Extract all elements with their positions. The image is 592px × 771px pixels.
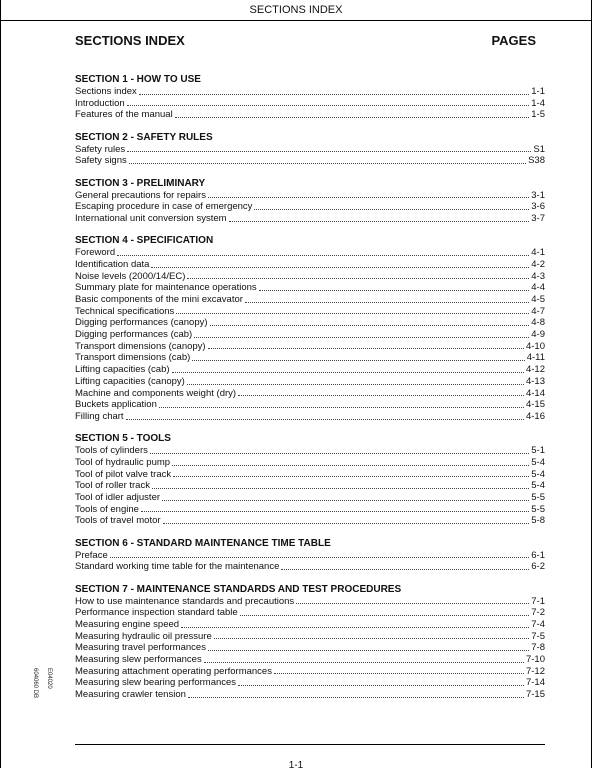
dot-leader — [152, 488, 529, 489]
dot-leader — [238, 685, 524, 686]
toc-entry[interactable] — [75, 654, 545, 666]
toc-entry[interactable] — [75, 190, 545, 202]
dot-leader — [176, 313, 529, 314]
toc-entry-label: Machine and components weight (dry) — [75, 387, 237, 399]
toc-entry[interactable] — [75, 631, 545, 643]
toc-entry[interactable] — [75, 411, 545, 423]
toc-entry-label: Measuring attachment operating performances — [75, 665, 272, 677]
toc-entry-label: Filling chart — [75, 410, 124, 422]
pages-column-heading: PAGES — [491, 33, 536, 48]
toc-entry-label: Safety rules — [75, 143, 126, 155]
toc-entry[interactable] — [75, 282, 545, 294]
section-block — [75, 584, 545, 701]
toc-entry[interactable] — [75, 201, 545, 213]
bottom-rule — [75, 744, 545, 745]
toc-entry-page: 4-16 — [525, 410, 545, 422]
dot-leader — [194, 337, 529, 338]
toc-entry[interactable] — [75, 607, 545, 619]
dot-leader — [139, 94, 529, 95]
dot-leader — [126, 419, 524, 420]
toc-entry-label: Standard working time table for the maintenance — [75, 561, 280, 573]
toc-entry-label: Preface — [75, 549, 108, 561]
toc-entry-label: Tools of cylinders — [75, 445, 148, 457]
running-head: SECTIONS INDEX — [249, 4, 343, 16]
toc-entry-page: 7-14 — [525, 677, 545, 689]
toc-entry[interactable] — [75, 561, 545, 573]
dot-leader — [117, 255, 529, 256]
toc-entry-page: 4-13 — [525, 375, 545, 387]
toc-entry-label: Transport dimensions (cab) — [75, 352, 191, 364]
toc-entry[interactable] — [75, 364, 545, 376]
section-block — [75, 74, 545, 121]
toc-entry[interactable] — [75, 469, 545, 481]
dot-leader — [181, 627, 529, 628]
section-heading: SECTION 2 - SAFETY RULES — [75, 131, 213, 143]
toc-entry-page: 4-9 — [531, 329, 545, 341]
dot-leader — [110, 557, 530, 558]
toc-entry-page: 5-5 — [531, 491, 545, 503]
toc-entry-page: 7-12 — [525, 665, 545, 677]
toc-entry-label: Measuring slew performances — [75, 653, 202, 665]
toc-entry[interactable] — [75, 352, 545, 364]
section-gap — [75, 573, 545, 584]
dot-leader — [214, 638, 530, 639]
toc-entry-page: 4-15 — [525, 399, 545, 411]
toc-entry-label: Digging performances (cab) — [75, 329, 193, 341]
toc-entry-label: Lifting capacities (canopy) — [75, 375, 185, 387]
dot-leader — [127, 105, 530, 106]
toc-entry-label: International unit conversion system — [75, 212, 227, 224]
toc-entry[interactable] — [75, 619, 545, 631]
toc-entry-page: 7-10 — [525, 653, 545, 665]
toc-entry[interactable] — [75, 271, 545, 283]
toc-entry-label: Measuring slew bearing performances — [75, 677, 237, 689]
dot-leader — [188, 697, 524, 698]
dot-leader — [296, 603, 529, 604]
toc-entry-label: Foreword — [75, 247, 116, 259]
dot-leader — [129, 163, 526, 164]
toc-entry[interactable] — [75, 515, 545, 527]
toc-entry[interactable] — [75, 596, 545, 608]
dot-leader — [204, 662, 524, 663]
toc-entry-page: 5-5 — [531, 503, 545, 515]
toc-entry-page: 7-2 — [531, 607, 545, 619]
section-block — [75, 538, 545, 573]
dot-leader — [187, 384, 524, 385]
page-title: SECTIONS INDEX — [75, 33, 185, 48]
section-block — [75, 235, 545, 422]
dot-leader — [274, 673, 524, 674]
toc-entry-label: Measuring crawler tension — [75, 689, 186, 701]
dot-leader — [162, 500, 529, 501]
page-border-left — [0, 0, 1, 768]
toc-entry[interactable] — [75, 109, 545, 121]
toc-entry-page: 7-1 — [531, 595, 545, 607]
section-heading: SECTION 3 - PRELIMINARY — [75, 177, 206, 189]
toc-entry-page: 4-4 — [531, 282, 545, 294]
toc-entry-page: 7-4 — [531, 618, 545, 630]
dot-leader — [127, 151, 531, 152]
dot-leader — [159, 407, 524, 408]
toc-entry[interactable] — [75, 666, 545, 678]
dot-leader — [173, 476, 529, 477]
dot-leader — [192, 360, 524, 361]
toc-entry[interactable] — [75, 144, 545, 156]
section-gap — [75, 527, 545, 538]
toc-entry-page: 4-5 — [531, 294, 545, 306]
dot-leader — [281, 569, 529, 570]
toc-entry[interactable] — [75, 376, 545, 388]
title-row — [75, 33, 536, 49]
toc-entry[interactable] — [75, 306, 545, 318]
toc-entry-page: 5-4 — [531, 468, 545, 480]
section-block — [75, 178, 545, 225]
dot-leader — [240, 615, 530, 616]
toc-entry-label: How to use maintenance standards and precautions — [75, 595, 295, 607]
dot-leader — [175, 117, 530, 118]
toc-entry-label: Digging performances (canopy) — [75, 317, 208, 329]
dot-leader — [259, 290, 530, 291]
toc-entry-page: 1-1 — [531, 85, 545, 97]
sections-index-list — [75, 74, 545, 701]
toc-entry-label: Measuring hydraulic oil pressure — [75, 630, 212, 642]
toc-entry-page: 4-12 — [525, 364, 545, 376]
toc-entry[interactable] — [75, 317, 545, 329]
toc-entry[interactable] — [75, 504, 545, 516]
toc-entry-label: Summary plate for maintenance operations — [75, 282, 257, 294]
toc-entry[interactable] — [75, 399, 545, 411]
page-number: 1-1 — [288, 760, 304, 771]
section-block — [75, 132, 545, 167]
toc-entry-label: Tools of engine — [75, 503, 139, 515]
toc-entry-label: Features of the manual — [75, 109, 173, 121]
side-document-code-2: E04020 — [46, 668, 52, 689]
toc-entry[interactable] — [75, 294, 545, 306]
toc-entry-page: 4-10 — [525, 340, 545, 352]
toc-entry-label: Basic components of the mini excavator — [75, 294, 243, 306]
dot-leader — [208, 650, 529, 651]
toc-entry[interactable] — [75, 480, 545, 492]
toc-entry-label: Tool of hydraulic pump — [75, 456, 171, 468]
toc-entry-page: 6-1 — [531, 549, 545, 561]
toc-entry[interactable] — [75, 247, 545, 259]
toc-entry-page: 5-4 — [531, 456, 545, 468]
toc-entry-label: Performance inspection standard table — [75, 607, 238, 619]
toc-entry-page: 4-1 — [531, 247, 545, 259]
toc-entry-label: General precautions for repairs — [75, 189, 206, 201]
dot-leader — [210, 325, 530, 326]
toc-entry-page: 7-15 — [525, 689, 545, 701]
toc-entry-page: 4-14 — [525, 387, 545, 399]
toc-entry[interactable] — [75, 445, 545, 457]
dot-leader — [254, 209, 529, 210]
toc-entry-page: 4-11 — [526, 352, 545, 364]
toc-entry-label: Tools of travel motor — [75, 515, 161, 527]
section-heading: SECTION 7 - MAINTENANCE STANDARDS AND TEST PROCEDURES — [75, 583, 402, 595]
toc-entry-page: 5-8 — [531, 515, 545, 527]
toc-entry[interactable] — [75, 98, 545, 110]
dot-leader — [229, 221, 530, 222]
side-document-code: 604060 DB — [32, 668, 38, 699]
toc-entry-label: Technical specifications — [75, 305, 175, 317]
toc-entry-page: 4-7 — [531, 305, 545, 317]
section-heading: SECTION 1 - HOW TO USE — [75, 74, 201, 85]
dot-leader — [187, 278, 529, 279]
toc-entry-label: Lifting capacities (cab) — [75, 364, 170, 376]
dot-leader — [238, 395, 524, 396]
toc-entry-label: Noise levels (2000/14/EC) — [75, 270, 186, 282]
toc-entry[interactable] — [75, 329, 545, 341]
toc-entry-label: Buckets application — [75, 399, 157, 411]
toc-entry[interactable] — [75, 677, 545, 689]
toc-entry-label: Tool of idler adjuster — [75, 491, 161, 503]
toc-entry[interactable] — [75, 213, 545, 225]
toc-entry[interactable] — [75, 341, 545, 353]
toc-entry-label: Introduction — [75, 97, 125, 109]
dot-leader — [151, 267, 529, 268]
dot-leader — [208, 197, 529, 198]
dot-leader — [172, 465, 529, 466]
toc-entry-page: 5-1 — [531, 445, 545, 457]
toc-entry[interactable] — [75, 259, 545, 271]
dot-leader — [208, 348, 524, 349]
dot-leader — [163, 523, 530, 524]
toc-entry-page: 5-4 — [531, 480, 545, 492]
section-gap — [75, 423, 545, 434]
toc-entry-page: 7-8 — [531, 642, 545, 654]
toc-entry-label: Safety signs — [75, 155, 127, 167]
toc-entry-page: 3-1 — [531, 189, 545, 201]
toc-entry-page: 6-2 — [531, 561, 545, 573]
toc-entry-page: 4-3 — [531, 270, 545, 282]
toc-entry-label: Identification data — [75, 258, 150, 270]
toc-entry-page: 3-7 — [531, 212, 545, 224]
toc-entry-page: 3-6 — [531, 201, 545, 213]
toc-entry-label: Measuring engine speed — [75, 618, 180, 630]
dot-leader — [172, 372, 524, 373]
toc-entry[interactable] — [75, 550, 545, 562]
section-heading: SECTION 6 - STANDARD MAINTENANCE TIME TABLE — [75, 537, 331, 549]
toc-entry-label: Transport dimensions (canopy) — [75, 340, 206, 352]
section-gap — [75, 225, 545, 236]
toc-entry-page: 7-5 — [531, 630, 545, 642]
toc-entry-label: Tool of pilot valve track — [75, 468, 172, 480]
toc-entry[interactable] — [75, 388, 545, 400]
toc-entry-label: Tool of roller track — [75, 480, 150, 492]
toc-entry-page: 1-4 — [531, 97, 545, 109]
toc-entry-label: Sections index — [75, 85, 137, 97]
toc-entry-label: Measuring travel performances — [75, 642, 206, 654]
toc-entry[interactable] — [75, 155, 545, 167]
toc-entry-page: 1-5 — [531, 109, 545, 121]
toc-entry-page: S38 — [528, 155, 545, 167]
toc-entry-page: 4-8 — [531, 317, 545, 329]
toc-entry[interactable] — [75, 689, 545, 701]
section-block — [75, 433, 545, 527]
toc-entry[interactable] — [75, 642, 545, 654]
section-heading: SECTION 4 - SPECIFICATION — [75, 235, 214, 247]
toc-entry-page: S1 — [533, 143, 545, 155]
toc-entry-label: Escaping procedure in case of emergency — [75, 201, 253, 213]
dot-leader — [150, 453, 529, 454]
toc-entry[interactable] — [75, 457, 545, 469]
section-gap — [75, 121, 545, 132]
toc-entry[interactable] — [75, 492, 545, 504]
toc-entry[interactable] — [75, 86, 545, 98]
dot-leader — [141, 511, 529, 512]
dot-leader — [245, 302, 529, 303]
toc-entry-page: 4-2 — [531, 258, 545, 270]
section-heading: SECTION 5 - TOOLS — [75, 433, 171, 445]
section-gap — [75, 167, 545, 178]
